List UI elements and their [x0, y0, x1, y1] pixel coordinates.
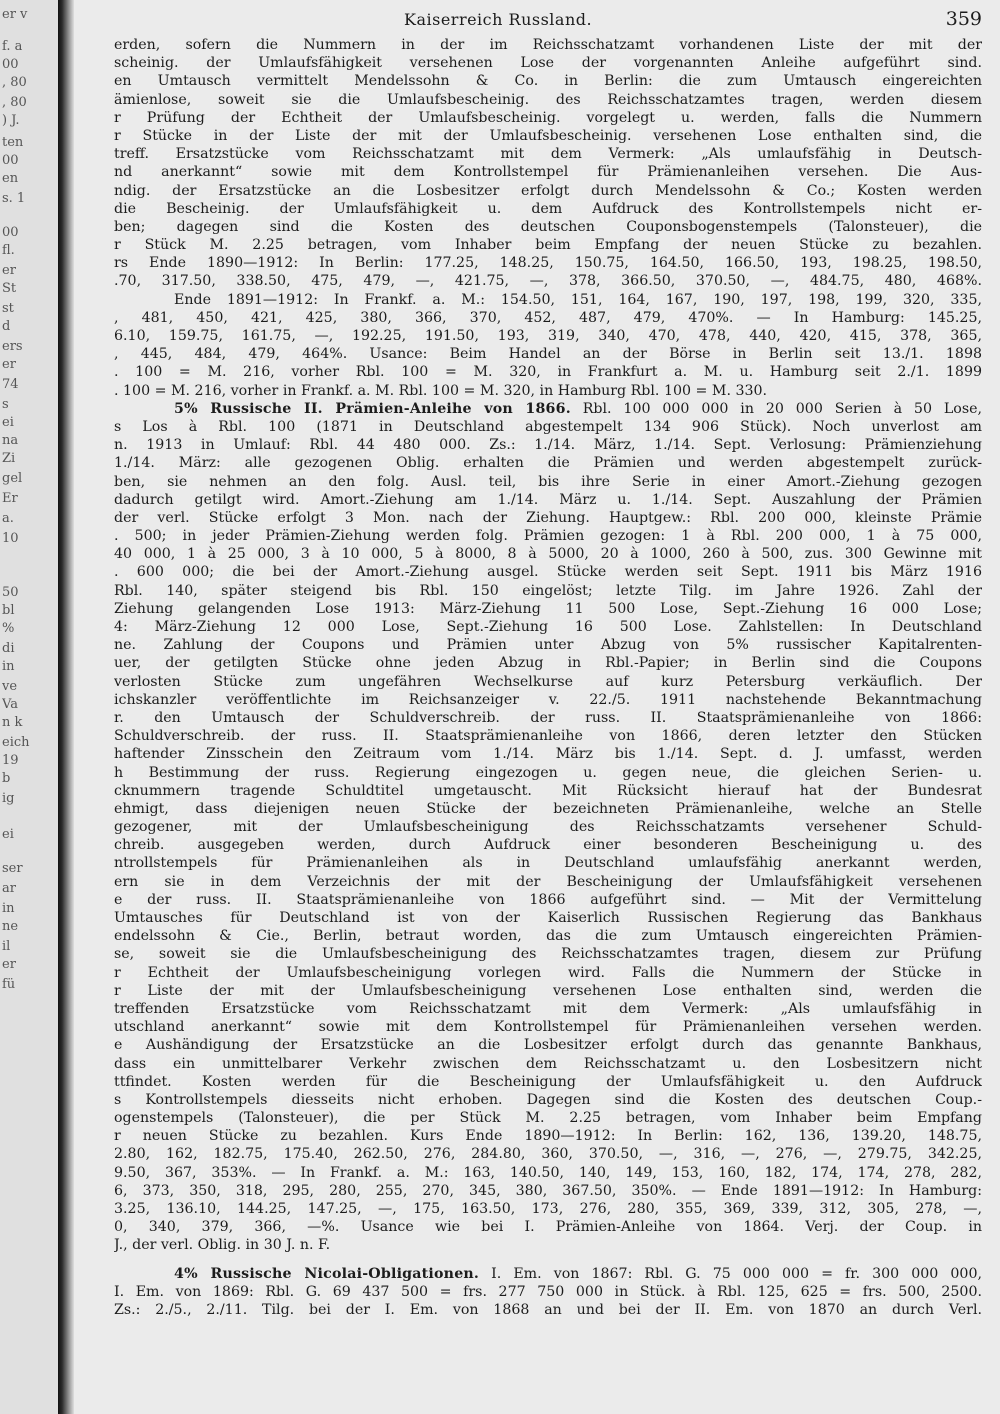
line-text: endelssohn & Cie., Berlin, betraut worden, das die zum Umtausch eingereichten Prämien- — [114, 928, 982, 945]
line-text: n. 1913 in Umlauf: Rbl. 44 480 000. Zs.: 1./14. März, 1./14. Sept. Verlosung: Prämienziehung — [114, 437, 982, 454]
text-line — [114, 1073, 982, 1091]
text-line — [114, 782, 982, 800]
gutter-fragment: a. — [2, 512, 14, 526]
line-text: r Stück M. 2.25 betragen, vom Inhaber beim Empfang der neuen Stücke zu bezahlen. — [114, 237, 982, 254]
text-line — [114, 382, 982, 400]
line-text: r neuen Stücke zu bezahlen. Kurs Ende 1890—1912: In Berlin: 162, 136, 139.20, 148.75, — [114, 1128, 982, 1145]
gutter-fragment: d — [2, 320, 11, 334]
gutter-fragment: , 80 — [2, 96, 27, 110]
text-line — [114, 800, 982, 818]
text-line — [114, 527, 982, 545]
line-text: 3.25, 136.10, 144.25, 147.25, —, 175, 163.50, 173, 276, 280, 355, 369, 339, 312, 305, 278, —, — [114, 1201, 982, 1217]
text-line — [114, 491, 982, 509]
text-line — [114, 545, 982, 563]
line-text: 0, 340, 379, 366, —%. Usance wie bei I. Prämien-Anleihe von 1864. Verj. der Coup. in — [114, 1219, 982, 1236]
text-line — [114, 127, 982, 145]
gutter-fragment: gel — [2, 472, 23, 486]
text-line — [114, 1055, 982, 1073]
text-line — [114, 236, 982, 254]
text-line — [114, 836, 982, 854]
gutter-fragment: ne — [2, 920, 19, 934]
text-line — [114, 636, 982, 654]
line-text: 6.10, 159.75, 161.75, —, 192.25, 191.50, 193, 319, 340, 470, 478, 440, 420, 415, 378, 365, — [114, 328, 982, 344]
line-text: treffenden Ersatzstücke vom Reichsschatzamt mit dem Vermerk: „Als umlaufsfähig in — [114, 1000, 982, 1017]
gutter-fragment: 50 — [2, 586, 19, 600]
line-text: rs Ende 1890—1912: In Berlin: 177.25, 148.25, 150.75, 164.50, 166.50, 193, 198.25, 198.50, — [114, 255, 982, 272]
line-text: ben; dagegen sind die Kosten des deutschen Couponsbogenstempels (Talonsteuer), die — [114, 218, 982, 235]
gutter-fragment: ers — [2, 340, 23, 354]
text-line — [114, 327, 982, 345]
line-text: ämienlose, soweit sie die Umlaufsbescheinig. des Reichsschatzamtes tragen, werden diesem — [114, 91, 982, 108]
line-text: der verl. Stücke erfolgt 3 Mon. nach der Ziehung. Hauptgew.: Rbl. 200 000, kleinste Prämie — [114, 509, 982, 526]
line-text: Rbl. 140, später steigend bis Rbl. 150 eingelöst; letzte Tilg. im Jahre 1926. Zahl der — [114, 582, 982, 599]
text-line — [114, 945, 982, 963]
gutter-fragment: s — [2, 398, 9, 412]
line-text: Ziehung gelangenden Lose 1913: März-Ziehung 11 500 Lose, Sept.-Ziehung 16 000 Lose; — [114, 600, 982, 617]
gutter-fragment: ei — [2, 828, 14, 842]
gutter-fragment: di — [2, 642, 15, 656]
line-text: ogenstempels (Talonsteuer), die per Stück M. 2.25 betragen, vom Inhaber beim Empfang — [114, 1110, 982, 1127]
text-line — [114, 964, 982, 982]
text-line — [114, 982, 982, 1000]
line-text: . 100 = M. 216, vorher in Frankf. a. M. Rbl. 100 = M. 320, in Hamburg Rbl. 100 = M. 330. — [114, 382, 768, 399]
line-text: 2.80, 162, 182.75, 175.40, 262.50, 276, 284.80, 360, 370.50, —, 316, —, 276, —, 279.75, 342.25, — [114, 1146, 982, 1163]
text-line — [114, 1036, 982, 1054]
gutter-fragment: 00 — [2, 58, 19, 72]
text-line — [114, 509, 982, 527]
line-text: ne. Zahlung der Coupons und Prämien unter Abzug von 5% russischer Kapitalrenten- — [114, 637, 982, 654]
text-line — [114, 163, 982, 181]
text-line — [114, 745, 982, 763]
gutter-fragment: bl — [2, 604, 15, 618]
line-text: e der russ. II. Staatsprämienanleihe von 1866 aufgeführt sind. — Mit der Vermittelung — [114, 891, 982, 908]
text-line — [114, 582, 982, 600]
text-line — [114, 309, 982, 327]
line-text: 4: März-Ziehung 12 000 Lose, Sept.-Ziehung 16 500 Lose. Zahlstellen: In Deutschland — [114, 619, 982, 635]
line-text: ntrollstempels für Prämienanleihen als in Deutschland umlaufsfähig anerkannt werden, — [114, 855, 982, 872]
line-text: en Umtausch vermittelt Mendelssohn & Co. in Berlin: die zum Umtausch eingereichten — [114, 73, 982, 90]
text-line — [114, 563, 982, 581]
gutter-fragment: ) J. — [2, 114, 20, 128]
text-line — [114, 291, 982, 309]
text-line — [114, 727, 982, 745]
text-line — [114, 927, 982, 945]
gutter-fragment: , 80 — [2, 76, 27, 90]
text-line — [114, 254, 982, 272]
line-text: . 500; in jeder Prämien-Ziehung werden folg. Prämien gezogen: 1 à Rbl. 200 000, 1 à 75 000, — [114, 528, 982, 545]
text-line — [114, 200, 982, 218]
text-line — [114, 145, 982, 163]
text-line — [114, 764, 982, 782]
line-text: ttfindet. Kosten werden für die Bescheinigung der Umlaufsfähigkeit u. den Aufdruck — [114, 1073, 982, 1090]
gutter-fragment: in — [2, 902, 15, 916]
gutter-fragment: f. a — [2, 40, 23, 54]
text-line — [114, 1255, 982, 1265]
text-line — [114, 618, 982, 636]
text-line — [114, 345, 982, 363]
gutter-fragment: b — [2, 772, 11, 786]
body-text — [114, 36, 982, 1319]
line-text: , 445, 484, 479, 464%. Usance: Beim Handel an der Börse in Berlin seit 13./1. 1898 — [114, 346, 982, 363]
line-text: chreib. ausgegeben werden, durch Aufdruck einer besonderen Bescheinigung u. des — [114, 837, 982, 854]
gutter-fragment: eich — [2, 736, 30, 750]
gutter-fragment: ar — [2, 882, 16, 896]
line-text: haftender Zinsschein den Zeitraum vom 1./14. März bis 1./14. Sept. d. J. umfasst, werden — [114, 746, 982, 763]
text-line — [114, 72, 982, 90]
line-text: J., der verl. Oblig. in 30 J. n. F. — [114, 1237, 331, 1254]
line-text: Umtausches für Deutschland ist von der Kaiserlich Russischen Regierung das Bankhaus — [114, 910, 982, 926]
gutter-fragment: 19 — [2, 754, 19, 768]
line-text: Rbl. 100 000 000 in 20 000 Serien à 50 Lose, — [570, 400, 982, 417]
line-text: ern sie in dem Verzeichnis der mit der Bescheinigung der Umlaufsfähigkeit versehenen — [114, 873, 982, 890]
line-text: 1./14. März: alle gezogenen Oblig. erhalten die Prämien und werden abgestempelt zurück- — [114, 455, 982, 472]
line-text: erden, sofern die Nummern in der im Reichsschatzamt vorhandenen Liste der mit der — [114, 37, 982, 53]
text-line — [114, 436, 982, 454]
text-line — [114, 454, 982, 472]
gutter-fragment: il — [2, 940, 11, 954]
line-text: r Liste der mit der Umlaufsbescheinigung versehenen Lose enthalten sind, werden die — [114, 982, 982, 999]
line-text: ehmigt, dass diejenigen neuen Stücke der bezeichneten Prämienanleihe, welche an Stelle — [114, 800, 982, 817]
text-line — [114, 1218, 982, 1236]
section-heading-line — [114, 400, 982, 418]
line-text: , 481, 450, 421, 425, 380, 366, 370, 452, 487, 479, 470%. — In Hamburg: 145.25, — [114, 309, 982, 326]
text-line — [114, 854, 982, 872]
line-text: treff. Ersatzstücke vom Reichsschatzamt mit dem Vermerk: „Als umlaufsfähig in Deutsch- — [114, 146, 982, 163]
text-line — [114, 1109, 982, 1127]
line-text: I. Em. von 1867: Rbl. G. 75 000 000 = fr. 300 000 000, — [479, 1265, 982, 1282]
text-line — [114, 1018, 982, 1036]
line-text: se, soweit sie die Umlaufsbescheinigung des Reichsschatzamtes tragen, diesem zur Prüfung — [114, 946, 982, 963]
line-text: h Bestimmung der russ. Regierung eingezogen u. gegen neue, die gleichen Serien- u. — [114, 764, 982, 781]
line-text: dass ein unmittelbarer Verkehr zwischen dem Reichsschatzamt u. den Losbesitzern nicht — [114, 1055, 982, 1072]
line-text: 9.50, 367, 353%. — In Frankf. a. M.: 163, 140.50, 140, 149, 153, 160, 182, 174, 174, 278, 282, — [114, 1164, 982, 1181]
gutter-fragment: 00 — [2, 226, 19, 240]
line-text: cknummern tragende Schuldtitel umgetauscht. Mit Rücksicht hierauf hat der Bundesrat — [114, 782, 982, 799]
text-line — [114, 54, 982, 72]
gutter-fragment: er — [2, 358, 16, 372]
line-text: r Echtheit der Umlaufsbescheinigung vorlegen wird. Falls die Nummern der Stücke in — [114, 964, 982, 981]
line-text: die Bescheinig. der Umlaufsfähigkeit u. dem Aufdruck des Kontrollstempels nicht er- — [114, 200, 982, 217]
gutter-fragment: St — [2, 282, 17, 296]
text-line — [114, 673, 982, 691]
gutter-fragment: ser — [2, 862, 23, 876]
line-text: Schuldverschreib. der russ. II. Staatsprämienanleihe von 1866, deren letzter den Stücken — [114, 728, 982, 745]
gutter-fragment: fl. — [2, 244, 15, 258]
gutter-fragment: ig — [2, 792, 15, 806]
line-text: s Los à Rbl. 100 (1871 in Deutschland abgestempelt 134 906 Stück). Noch unverlost am — [114, 418, 982, 435]
gutter-fragment: en — [2, 172, 19, 186]
text-line — [114, 36, 982, 54]
line-text: ichskanzler veröffentlichte im Reichsanzeiger v. 22./5. 1911 nachstehende Bekanntmachung — [114, 691, 982, 708]
text-line — [114, 909, 982, 927]
line-text: gezogener, mit der Umlaufsbescheinigung des Reichsschatzamts versehener Schuld- — [114, 819, 982, 836]
book-page — [74, 0, 1000, 1414]
line-text: 6, 373, 350, 318, 295, 280, 255, 270, 345, 380, 367.50, 350%. — Ende 1891—1912: In Hamburg: — [114, 1182, 982, 1199]
line-text: r Stücke in der Liste der mit der Umlaufsbescheinig. versehenen Lose enthalten sind, die — [114, 127, 982, 144]
text-line — [114, 109, 982, 127]
text-line — [114, 418, 982, 436]
section-title: 5% Russische II. Prämien-Anleihe von 1866. — [174, 400, 571, 417]
gutter-fragment: Zi — [2, 452, 16, 466]
gutter-fragment: s. 1 — [2, 192, 26, 206]
gutter-fragment: st — [2, 302, 14, 316]
line-text: .70, 317.50, 338.50, 475, 479, —, 421.75, —, 378, 366.50, 370.50, —, 484.75, 480, 468%. — [114, 273, 982, 290]
text-line — [114, 1200, 982, 1218]
section-title: 4% Russische Nicolai-Obligationen. — [174, 1265, 480, 1282]
text-line — [114, 1164, 982, 1182]
line-text: 40 000, 1 à 25 000, 3 à 10 000, 5 à 8000, 8 à 5000, 20 à 1000, 260 à 500, zus. 300 Gewinne mit — [114, 546, 982, 563]
text-line — [114, 1127, 982, 1145]
line-text: e Aushändigung der Ersatzstücke an die Losbesitzer erfolgt durch das genannte Bankhaus, — [114, 1037, 982, 1054]
line-text: Zs.: 2./5., 2./11. Tilg. bei der I. Em. von 1868 an und bei der II. Em. von 1870 an durch Verl. — [114, 1301, 982, 1318]
text-line — [114, 473, 982, 491]
page-number: 359 — [945, 8, 982, 30]
gutter-fragment: Va — [2, 698, 18, 712]
page-header — [74, 6, 982, 36]
line-text: I. Em. von 1869: Rbl. G. 69 437 500 = frs. 277 750 000 in Stück. à Rbl. 125, 625 = frs. 500, 2500. — [114, 1283, 982, 1300]
gutter-fragment: er — [2, 958, 16, 972]
text-line — [114, 818, 982, 836]
text-line — [114, 272, 982, 290]
gutter-fragment: er v — [2, 8, 28, 22]
gutter-fragment: 74 — [2, 378, 19, 392]
gutter-fragment: er — [2, 264, 16, 278]
gutter-fragment: 00 — [2, 154, 19, 168]
gutter-fragment: % — [2, 622, 15, 636]
text-line — [114, 363, 982, 381]
line-text: nd anerkannt“ sowie mit dem Kontrollstempel für Prämienanleihen versehen. Die Aus- — [114, 164, 982, 181]
line-text: r Prüfung der Echtheit der Umlaufsbescheinig. vorgelegt u. werden, falls die Nummern — [114, 109, 982, 126]
text-line — [114, 600, 982, 618]
gutter-fragment: ten — [2, 136, 24, 150]
line-text: dadurch getilgt wird. Amort.-Ziehung am 1./14. März u. 1./14. Sept. Auszahlung der Prämien — [114, 491, 982, 508]
gutter-fragment: Er — [2, 492, 18, 506]
text-line — [114, 891, 982, 909]
gutter-fragment: n k — [2, 716, 23, 730]
line-text: verlosten Stücke zum ungefähren Wechselkurse auf kurz Petersburg verkäuflich. Der — [114, 673, 982, 690]
running-head: Kaiserreich Russland. — [404, 10, 593, 29]
section-heading-line — [114, 1265, 982, 1283]
line-text: . 100 = M. 216, vorher Rbl. 100 = M. 320, in Frankfurt a. M. u. Hamburg seit 2./1. 1899 — [114, 364, 982, 381]
line-text: . 600 000; die bei der Amort.-Ziehung ausgel. Stücke werden seit Sept. 1911 bis März 1916 — [114, 564, 982, 581]
text-line — [114, 1000, 982, 1018]
text-line — [114, 1283, 982, 1301]
gutter-fragment: 10 — [2, 532, 19, 546]
line-text: s Kontrollstempels diesseits nicht erhoben. Dagegen sind die Kosten des deutschen Coup.- — [114, 1091, 982, 1108]
gutter-fragment: na — [2, 434, 19, 448]
line-text: uer, der getilgten Stücke ohne jeden Abzug in Rbl.-Papier; in Berlin sind die Coupons — [114, 655, 982, 672]
text-line — [114, 1091, 982, 1109]
text-line — [114, 709, 982, 727]
text-line — [114, 1236, 982, 1254]
text-line — [114, 1145, 982, 1163]
text-line — [114, 691, 982, 709]
line-text: r. den Umtausch der Schuldverschreib. der russ. II. Staatsprämienanleihe von 1866: — [114, 709, 982, 726]
line-text: ndig. der Ersatzstücke an die Losbesitzer erfolgt durch Mendelssohn & Co.; Kosten werden — [114, 182, 982, 199]
adjacent-page-gutter — [0, 0, 58, 1414]
line-text: Ende 1891—1912: In Frankf. a. M.: 154.50, 151, 164, 167, 190, 197, 198, 199, 320, 335, — [174, 291, 982, 308]
text-line — [114, 873, 982, 891]
book-fold-shadow — [58, 0, 74, 1414]
gutter-fragment: fü — [2, 978, 16, 992]
text-line — [114, 91, 982, 109]
gutter-fragment: ve — [2, 680, 18, 694]
gutter-fragment: in — [2, 660, 15, 674]
text-line — [114, 1301, 982, 1319]
text-line — [114, 218, 982, 236]
line-text: utschland anerkannt“ sowie mit dem Kontrollstempel für Prämienanleihen versehen werden. — [114, 1019, 982, 1036]
text-line — [114, 1182, 982, 1200]
line-text: ben, sie nehmen an den folg. Ausl. teil, bis ihre Serie in einer Amort.-Ziehung gezogen — [114, 473, 982, 490]
gutter-fragment: ei — [2, 416, 14, 430]
text-line — [114, 182, 982, 200]
text-line — [114, 654, 982, 672]
line-text: scheinig. der Umlaufsfähigkeit versehenen Lose der vorgenannten Anleihe aufgeführt sind. — [114, 55, 982, 72]
